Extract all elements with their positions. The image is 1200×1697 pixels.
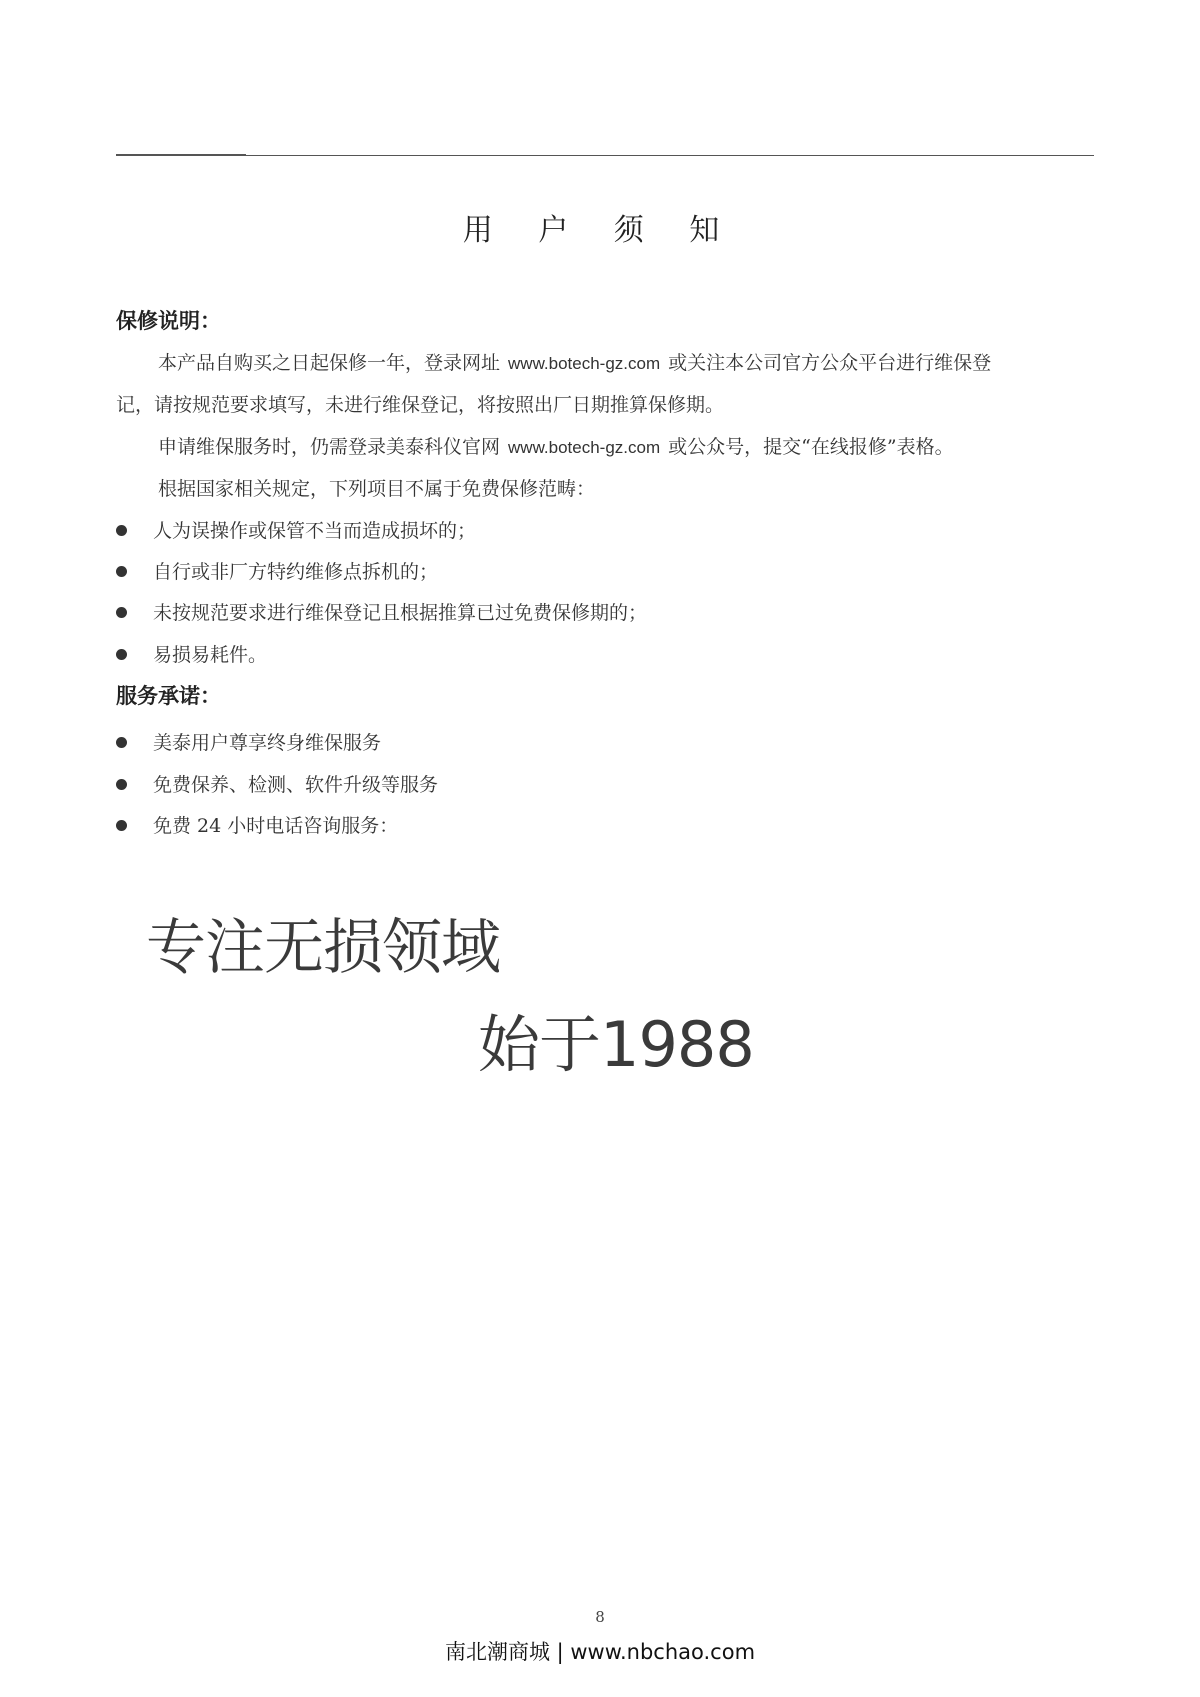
- list-item: [116, 640, 267, 667]
- bullet-icon: [116, 737, 127, 748]
- list-item: [116, 598, 647, 625]
- list-item: [116, 516, 476, 543]
- slogan-line-1: 专注无损领域: [146, 913, 500, 983]
- slogan-line-2: 始于1988: [478, 1008, 754, 1081]
- bullet-icon: [116, 649, 127, 660]
- service-heading: 服务承诺：: [116, 683, 221, 708]
- list-item: [116, 728, 381, 755]
- warranty-paragraph-1: [116, 348, 1136, 375]
- header-rule-accent: [116, 154, 246, 156]
- list-item-text: 免费 24 小时电话咨询服务：: [153, 815, 399, 837]
- warranty-paragraph-1-text: 本产品自购买之日起保修一年，登录网址: [158, 352, 501, 374]
- footer-watermark[interactable]: 南北潮商城 | www.nbchao.com: [444, 1640, 756, 1664]
- list-item-text: 易损易耗件。: [153, 644, 268, 666]
- warranty-paragraph-1-cont: 或关注本公司官方公众平台进行维保登: [668, 352, 992, 374]
- warranty-url-1[interactable]: www.botech-gz.com: [508, 354, 661, 373]
- warranty-paragraph-3: 根据国家相关规定，下列项目不属于免费保修范畴：: [158, 478, 596, 500]
- bullet-icon: [116, 779, 127, 790]
- list-item-text: 未按规范要求进行维保登记且根据推算已过免费保修期的；: [153, 602, 648, 624]
- bullet-icon: [116, 566, 127, 577]
- page-number: 8: [595, 1608, 605, 1626]
- warranty-paragraph-1-line-2: 记，请按规范要求填写，未进行维保登记，将按照出厂日期推算保修期。: [116, 394, 725, 416]
- page-title: 用 户 须 知: [462, 213, 738, 248]
- bullet-icon: [116, 820, 127, 831]
- header-rule: [116, 155, 1094, 156]
- list-item: [116, 811, 398, 838]
- list-item-text: 免费保养、检测、软件升级等服务: [153, 774, 439, 796]
- list-item-text: 自行或非厂方特约维修点拆机的；: [153, 561, 439, 583]
- warranty-paragraph-2-text: 申请维保服务时，仍需登录美泰科仪官网: [158, 436, 501, 458]
- list-item: [116, 557, 438, 584]
- list-item-text: 美泰用户尊享终身维保服务: [153, 732, 382, 754]
- bullet-icon: [116, 607, 127, 618]
- list-item-text: 人为误操作或保管不当而造成损坏的；: [153, 520, 477, 542]
- warranty-url-2[interactable]: www.botech-gz.com: [508, 438, 661, 457]
- list-item: [116, 770, 438, 797]
- warranty-paragraph-2-cont: 或公众号，提交“在线报修”表格。: [668, 436, 954, 458]
- bullet-icon: [116, 525, 127, 536]
- warranty-heading: 保修说明：: [116, 308, 221, 333]
- warranty-paragraph-2: [116, 432, 1136, 459]
